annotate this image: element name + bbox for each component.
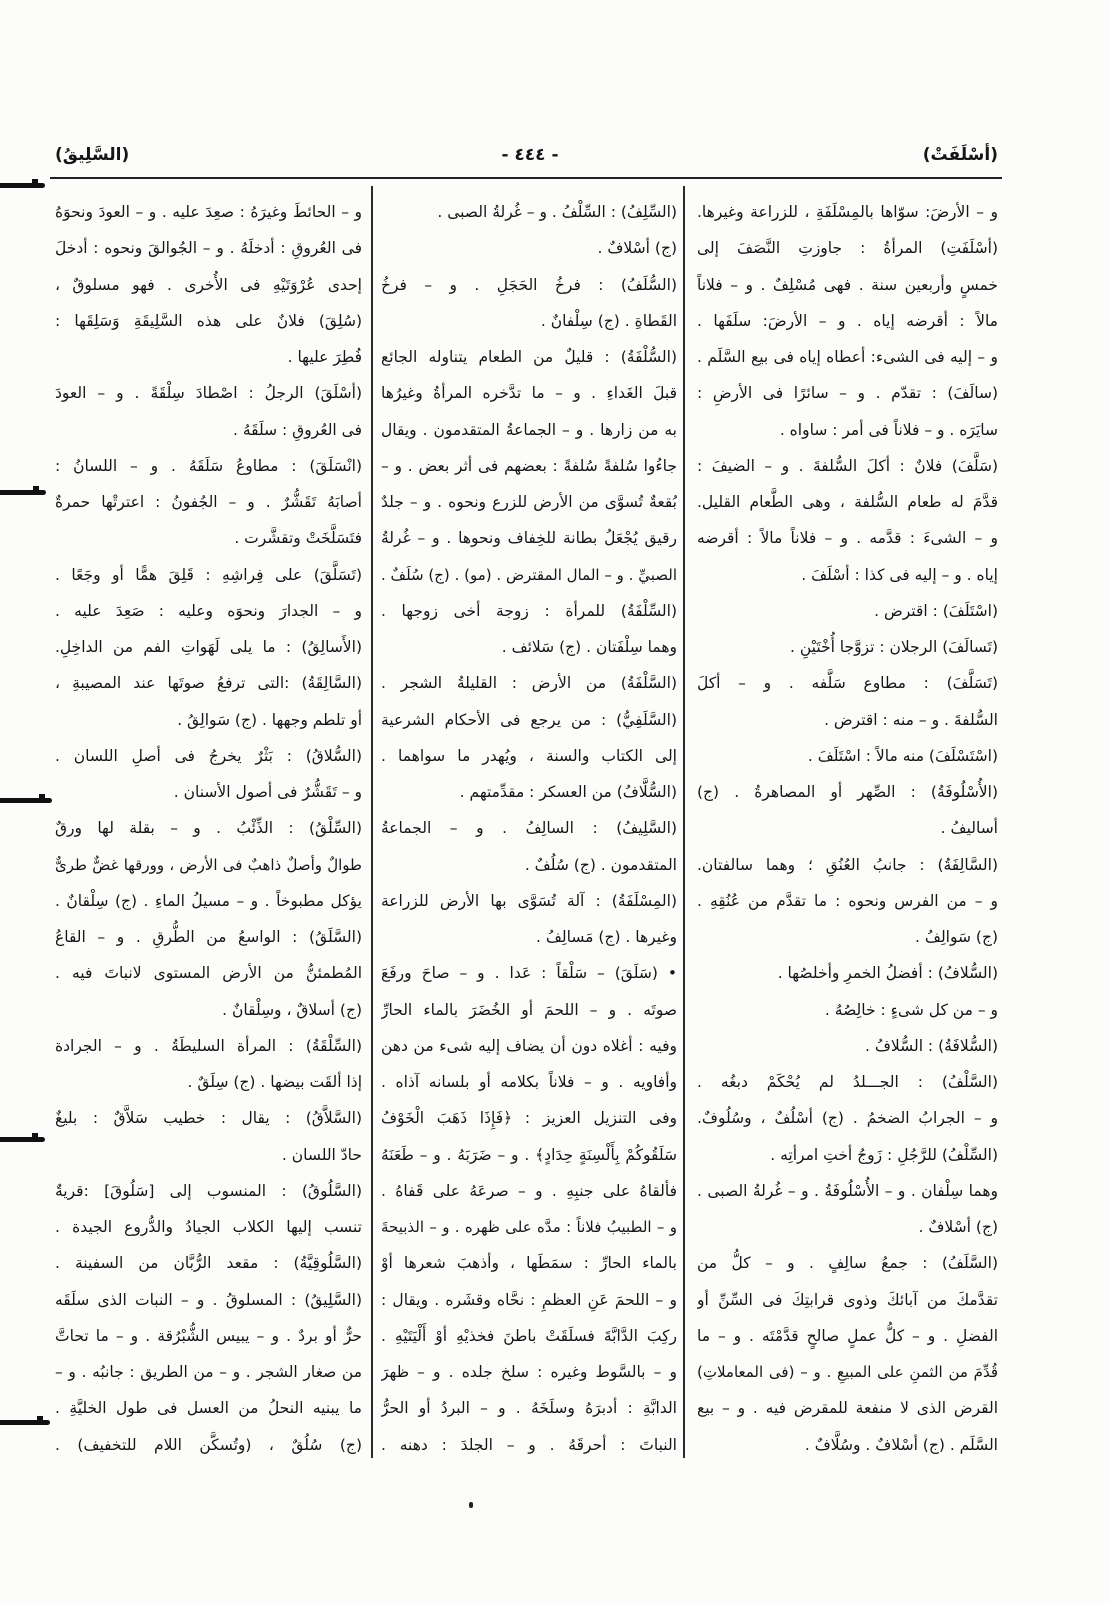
text-line: و – الطبيبُ فلاناً : مدَّه على ظهره . و – الذبيحةَ <box>381 1218 677 1236</box>
text-line: و – اللحمَ عَنِ العظمِ : نحَّاه وقشَره . ويقال : <box>381 1290 677 1309</box>
text-line: خمسٍ وأربعين سنة . فهى مُسْلِفٌ . و – فلاناً <box>697 275 998 294</box>
running-head-first-entry: (أسْلَفَتْ) <box>922 145 998 165</box>
text-line: ما يبنيه النحلُ من العسل فى طول الخليَّةِ . <box>55 1399 362 1418</box>
text-line: تنسب إليها الكلاب الجيادُ والدُّروع الجيدة . <box>55 1218 362 1236</box>
text-line: و – إليه فى الشىء: أعطاه إياه فى بيع السَّلَم . <box>697 348 998 366</box>
text-line: (ج) أسْلافٌ . <box>918 1218 998 1236</box>
text-line: مالاً : أقرضه إياه . و – الأرضَ: سلَفَها . <box>697 311 998 330</box>
text-line: إلى الكتاب والسنة ، ويُهدر ما سواهما . <box>381 746 677 765</box>
text-line: حرٌّ أو بردٌ . و – يبيس الشُّبْرُقة . و – ما تحاتَّ <box>55 1326 362 1345</box>
text-line: قدَّمَ له طعام السُّلفة ، وهى الطَّعام القليل. <box>697 493 998 511</box>
text-line: (ج) سُلُقٌ ، (وتُسكَّن اللام للتخفيف) . <box>55 1435 362 1454</box>
text-line: (ج) أسلاقٌ ، وسِلْقانٌ . <box>222 1000 362 1019</box>
text-line: (السَّلاَّقُ) : يقال : خطيب سَلاَّقٌ : بليغٌ <box>55 1109 362 1128</box>
text-line: (الأَسالِقُ) : ما يلى لَهَواتِ الفم من الداخِلِ. <box>55 638 362 656</box>
text-line: (السُّلْفَةُ) : قليلٌ من الطعام يتناوله الجائع <box>381 348 677 366</box>
text-line: (ج) أسْلافٌ . <box>597 239 677 258</box>
running-head-last-entry: (السَّلِيقُ) <box>55 145 130 165</box>
text-line: (السَّالِقَةُ) :التى ترفعُ صوتَها عند المصيبةِ ، <box>55 674 362 693</box>
text-line: فى العُروقِ : سلَقَهُ . <box>232 420 362 439</box>
text-line: فى العُروقِ : أدخلَهُ . و – الجُوالقَ ونحوه : أدخلَ <box>55 239 362 258</box>
margin-mark <box>0 183 45 188</box>
text-line: إياه . و – إليه فى كذا : أسْلَفَ . <box>801 565 998 584</box>
text-line: فتَسَلَّخَتْ وتقشَّرت . <box>234 529 362 548</box>
text-line: (السَّلِيقُ) : المسلوقُ . و – النبات الذى سلَقَه <box>55 1290 362 1309</box>
text-line: (السَّالِفَةُ) : جانبُ العُنُقِ ؛ وهما سالفتان. <box>697 855 998 874</box>
text-line: (السَّلْفُ) : الجـــلدُ لم يُحْكَمْ دبغُه . <box>697 1073 998 1091</box>
text-line: القَطاةِ . (ج) سِلْفانٌ . <box>540 311 677 330</box>
text-line: و – الأرضَ: سوّاها بالمِسْلَفَةِ ، للزراعة وغيرها. <box>697 203 998 221</box>
text-line: و – تَقَشُّرٌ فى أصول الأسنان . <box>173 783 362 801</box>
text-line: (السَّلَقُ) : الواسعُ من الطُّرقِ . و – القاعُ <box>55 928 362 946</box>
text-line: وغيرها . (ج) مَسالِفُ . <box>536 928 677 946</box>
text-line: و – الجرابُ الضخمُ . (ج) أسْلُفٌ ، وسُلُوفٌ. <box>697 1109 998 1128</box>
text-line: (السُّلَفُ) : فرخُ الحَجَلِ . و – فرخُ <box>381 275 677 294</box>
text-column-right <box>697 194 998 1463</box>
text-line: القرض الذى لا منفعة للمقرض فيه . و – بيع <box>697 1399 998 1418</box>
text-line: (تَسَلَّقَ) على فِراشِهِ : قَلِقَ همًّا أو وجَعًا . <box>55 565 362 584</box>
text-line: (السَّلَفِيُّ) : من يرجع فى الأحكام الشرعية <box>381 710 677 729</box>
text-line: به من زارها . و – الجماعةُ المتقدمون . ويقال <box>381 420 677 439</box>
text-line: (السِّلْقَةُ) : المرأة السليطَةُ . و – الجرادة <box>55 1036 362 1055</box>
text-line: وأفاويه . و – فلاناً بكلامه أو بلسانه آذاه . <box>381 1073 677 1091</box>
text-line: إذا ألقَت بيضها . (ج) سِلَقٌ . <box>187 1073 362 1091</box>
text-line: صوتَه . و – اللحمَ أو الخُضَرَ بالماء الحارِّ <box>381 1000 677 1019</box>
margin-mark <box>0 1420 50 1425</box>
text-line: المُطمئنُّ من الأرض المستوى لانباتَ فيه . <box>55 964 362 983</box>
text-line: (السَّلُوقُ) : المنسوب إلى [سَلُوقَ] :قريةٌ <box>55 1181 362 1200</box>
text-line: سايَرَه . و – فلاناً فى أمر : ساواه . <box>779 420 998 439</box>
text-line: فألقاهُ على جنبِهِ . و – صرعَهُ على قَفاهُ . <box>381 1181 677 1200</box>
text-line: الدابَّةِ : أدبرَهُ وسلَخَهُ . و – البردُ أو الحرُّ <box>381 1399 677 1418</box>
text-line: تقدَّمكَ من آبائكَ وذوى قرابتِكَ فى السِّنِّ أو <box>697 1290 998 1309</box>
margin-mark <box>0 798 52 803</box>
text-line: (اسْتَلَفَ) : اقترض . <box>874 601 998 620</box>
text-line: وفيه : أغلاه دون أن يضاف إليه شىء من دهن <box>381 1036 677 1055</box>
text-line: حادّ اللسان . <box>281 1145 362 1164</box>
text-line: (تَسَلَّفَ) : مطاوع سَلَّفه . و – أكلَ <box>697 674 998 693</box>
text-line: جاءُوا سُلفةً سُلفةً : بعضهم فى أثر بعض . و – <box>381 456 677 475</box>
text-line: بُقعةٌ تُسوَّى من الأرض للزرع ونحوه . و – جلدٌ <box>381 493 677 511</box>
text-line: و – بالسَّوط وغيره : سلخ جلده . و – ظهرَ <box>381 1363 677 1381</box>
text-line: وهما سِلْفان . و – الأُسْلُوفَةُ . و – غُرلةُ الصبى . <box>697 1181 998 1200</box>
text-line: (ج) سَوالِفُ . <box>915 928 998 946</box>
column-divider <box>683 186 685 1458</box>
text-line: (السُّلافَةُ) : السُّلافُ . <box>864 1036 998 1055</box>
text-line: (أسْلَفَتِ) المرأةُ : جاوزتِ النَّصَفَ إلى <box>697 239 998 258</box>
text-line: (السُّلافُ) : أفضلُ الخمرِ وأخلصُها . <box>777 964 998 983</box>
text-line: (السَّلْفَةُ) من الأرض : القليلةُ الشجر . <box>381 674 677 693</box>
text-line: (السُّلَّافُ) من العسكر : مقدِّمتهم . <box>459 783 677 801</box>
text-line: المتقدمون . (ج) سُلُفٌ . <box>524 855 677 874</box>
text-line: وفى التنزيل العزيز : ﴿فَإِذَا ذَهَبَ الْخَوْفُ <box>381 1109 677 1128</box>
text-line: بالماء الحارِّ : سمَطَها ، وأذهبَ شعرها أوْ <box>381 1254 677 1273</box>
text-line: (السِّلْفُ) للرَّجُلِ : زَوجُ أختِ امرأتِه . <box>770 1145 998 1164</box>
text-line: الصبيِّ . و – المال المقترض . (مو) . (ج) سُلَفٌ . <box>381 565 677 584</box>
text-line: (اسْتَسْلَفَ) منه مالاً : اسْتَلَفَ . <box>807 746 998 765</box>
header-rule <box>50 177 1002 179</box>
text-line: (تَسالَفَ) الرجلان : تزوَّجا أُخْتَيْنِ . <box>789 638 998 656</box>
text-line: (السِّلِفُ) : السِّلْفُ . و – غُرلةُ الصبى . <box>437 203 677 221</box>
margin-mark <box>0 490 46 495</box>
text-line: قُدِّمَ من الثمنِ على المبيعِ . و – (فى المعاملاتِ) <box>697 1363 998 1381</box>
text-column-left <box>55 194 362 1463</box>
text-line: السَّلَم . (ج) أسْلافٌ . وسُلَّافٌ . <box>804 1435 998 1454</box>
column-divider <box>371 186 373 1458</box>
text-line: و – من الفرس ونحوه : ما تقدَّم من عُنُقِهِ . <box>697 891 998 910</box>
text-line: (السَّلَفُ) : جمعُ سالِفٍ . و – كلُّ من <box>697 1254 998 1273</box>
text-line: و – الجدارَ ونحوَه وعليه : صَعِدَ عليه . <box>55 601 362 620</box>
text-line: الفضلِ . و – كلُّ عملٍ صالحٍ قدَّمْتَه . و – ما <box>697 1326 998 1345</box>
text-line: رقيق يُجْعَلُ بطانة للخِفاف ونحوها . و – غُرلةُ <box>381 529 677 548</box>
text-line: سَلَقُوكُمْ بِأَلْسِنَةٍ حِدَادٍ﴾ . و – ضَرَبَهُ . و – طَعَنَهُ <box>381 1145 677 1164</box>
ink-dot <box>469 1502 473 1508</box>
text-line: (السَّلِيفُ) : السالِفُ . و – الجماعةُ <box>381 819 677 838</box>
text-line: (السُّلاقُ) : بَثْرٌ يخرجُ فى أصلِ اللسان . <box>55 746 362 765</box>
text-line: و – الشىءَ : قدَّمه . و – فلاناً مالاً : أقرضه <box>697 529 998 548</box>
text-line: من صغار الشجر . و – من الطريق : جانبُه . و – <box>55 1363 362 1381</box>
text-line: السُّلفةَ . و – منه : اقترض . <box>824 710 998 729</box>
text-line: وهما سِلْفَتان . (ج) سَلائف . <box>501 638 677 656</box>
text-line: (أسْلَقَ) الرجلُ : اصْطادَ سِلْقَةً . و – العودَ <box>55 384 362 403</box>
margin-mark <box>0 1137 45 1142</box>
text-line: قبلَ الغَداءِ . و – ما تدَّخره المرأةُ وغيرُها <box>381 384 677 403</box>
text-line: (السَّلُوقِيَّةُ) : مقعد الرُّبَّان من السفينة . <box>55 1254 362 1273</box>
text-line: (سَلَّفَ) فلانٌ : أكلَ السُّلفةَ . و – الضيفَ : <box>697 456 998 475</box>
text-column-middle <box>381 194 677 1463</box>
text-line: (سُلِقَ) فلانٌ على هذه السَّلِيقَةِ وَسَلِقَها : <box>55 311 362 330</box>
text-line: (الأُسْلُوفَةُ) : الصِّهر أو المصاهرةُ . (ج) <box>697 783 998 801</box>
text-line: فُطِرَ عليها . <box>287 348 362 366</box>
text-line: و – من كل شىءٍ : خالِصُهُ . <box>824 1000 998 1019</box>
text-line: و – الحائطَ وغيرَهُ : صعِدَ عليه . و – العودَ ونحوَهُ <box>55 203 362 221</box>
text-line: ركِبَ الدَّابَّةَ فسلَقَتْ باطنَ فخذيْهِ أوْ أَلْيَتَيْهِ . <box>381 1326 677 1345</box>
text-line: (انْسَلَقَ) : مطاوعُ سَلَقَهُ . و – اللسانُ : <box>55 456 362 475</box>
text-line: أصابَهُ تَقَشُّرٌ . و – الجُفونُ : اعترتْها حمرةٌ <box>55 493 362 511</box>
page-number: - ٤٤٤ - <box>501 145 559 165</box>
text-line: (سالَفَ) : تقدّم . و – سائرًا فى الأرضِ : <box>697 384 998 403</box>
text-line: طوالٌ وأصلٌ ذاهبٌ فى الأرض ، وورقها غضٌّ طرىٌّ <box>55 855 362 874</box>
text-line: إحدى عُرْوَتَيْهِ فى الأُخرى . فهو مسلوقٌ ، <box>55 275 362 294</box>
text-line: أو تلطم وجهها . (ج) سَوالِقُ . <box>177 710 362 729</box>
text-line: (السِّلْفَةُ) للمرأة : زوجة أخى زوجها . <box>381 601 677 620</box>
text-line: النباتَ : أحرقَهُ . و – الجلدَ : دهنه . <box>381 1435 677 1454</box>
text-line: (السِّلْقُ) : الذِّئْبُ . و – بقلة لها ورقٌ <box>55 819 362 838</box>
text-line: • (سَلَقَ) – سَلْقاً : عَدا . و – صاحَ ورفَعَ <box>381 964 677 983</box>
text-line: يؤكل مطبوخاً . و – مسيلُ الماءِ . (ج) سِلْقانٌ . <box>55 891 362 910</box>
text-line: أساليفُ . <box>940 819 998 838</box>
text-line: (المِسْلَفَةُ) : آلة تُسَوَّى بها الأرض للزراعة <box>381 891 677 910</box>
